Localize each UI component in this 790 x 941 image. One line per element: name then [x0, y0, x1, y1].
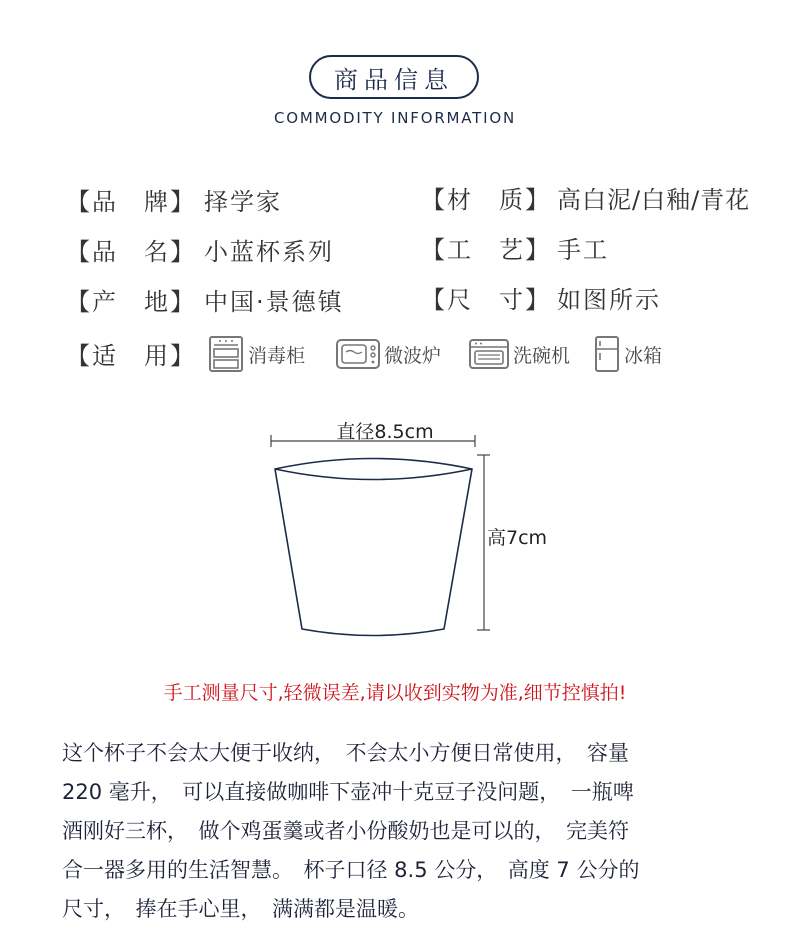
usage-item-dishwasher	[469, 336, 570, 372]
usage-label: 【适 用】	[66, 342, 196, 370]
fridge-icon	[594, 336, 620, 372]
spec-origin-label: 【产 地】	[66, 288, 196, 316]
cup-dimension-diagram	[250, 410, 550, 650]
usage-item-fridge	[594, 336, 662, 372]
spec-craft-label: 【工 艺】	[421, 236, 551, 264]
spec-brand-label: 【品 牌】	[66, 188, 196, 216]
product-description	[62, 734, 712, 929]
section-title-pill	[309, 55, 479, 99]
section-subtitle: COMMODITY INFORMATION	[274, 109, 516, 127]
usage-item-label: 消毒柜	[248, 344, 306, 367]
description-line: 220 毫升， 可以直接做咖啡下壶冲十克豆子没问题， 一瓶啤	[62, 780, 634, 804]
usage-item-label: 微波炉	[384, 344, 442, 367]
spec-craft	[421, 230, 609, 265]
height-label: 高7cm	[487, 527, 548, 549]
spec-name	[66, 232, 334, 267]
diameter-label: 直径8.5cm	[336, 421, 434, 443]
description-line: 酒刚好三杯， 做个鸡蛋羹或者小份酸奶也是可以的， 完美符	[62, 819, 629, 843]
usage-item-label: 洗碗机	[513, 344, 571, 367]
measurement-note: 手工测量尺寸,轻微误差,请以收到实物为准,细节控慎拍!	[163, 682, 627, 704]
spec-material	[421, 180, 751, 215]
spec-brand	[66, 182, 282, 217]
dishwasher-icon	[469, 339, 509, 369]
cup-outline	[275, 459, 472, 636]
microwave-icon	[336, 339, 380, 369]
description-line: 这个杯子不会太大便于收纳， 不会太小方便日常使用， 容量	[62, 741, 629, 765]
spec-size-value: 如图所示	[557, 286, 661, 314]
usage-item-microwave	[336, 336, 441, 372]
description-line: 合一器多用的生活智慧。 杯子口径 8.5 公分， 高度 7 公分的	[62, 858, 640, 882]
usage-item-label: 冰箱	[624, 344, 663, 367]
spec-name-label: 【品 名】	[66, 238, 196, 266]
spec-brand-value: 择学家	[204, 188, 282, 216]
spec-origin-value: 中国·景德镇	[204, 288, 344, 316]
section-title: 商品信息	[334, 65, 454, 94]
usage-item-sterilizer	[208, 336, 305, 372]
spec-origin	[66, 282, 344, 317]
spec-name-value: 小蓝杯系列	[204, 238, 334, 266]
spec-material-value: 高白泥/白釉/青花	[557, 186, 751, 214]
spec-size-label: 【尺 寸】	[421, 286, 551, 314]
sterilizer-icon	[208, 336, 244, 372]
spec-size	[421, 280, 661, 315]
spec-material-label: 【材 质】	[421, 186, 551, 214]
spec-craft-value: 手工	[557, 236, 609, 264]
description-line: 尺寸， 捧在手心里， 满满都是温暖。	[62, 897, 419, 921]
